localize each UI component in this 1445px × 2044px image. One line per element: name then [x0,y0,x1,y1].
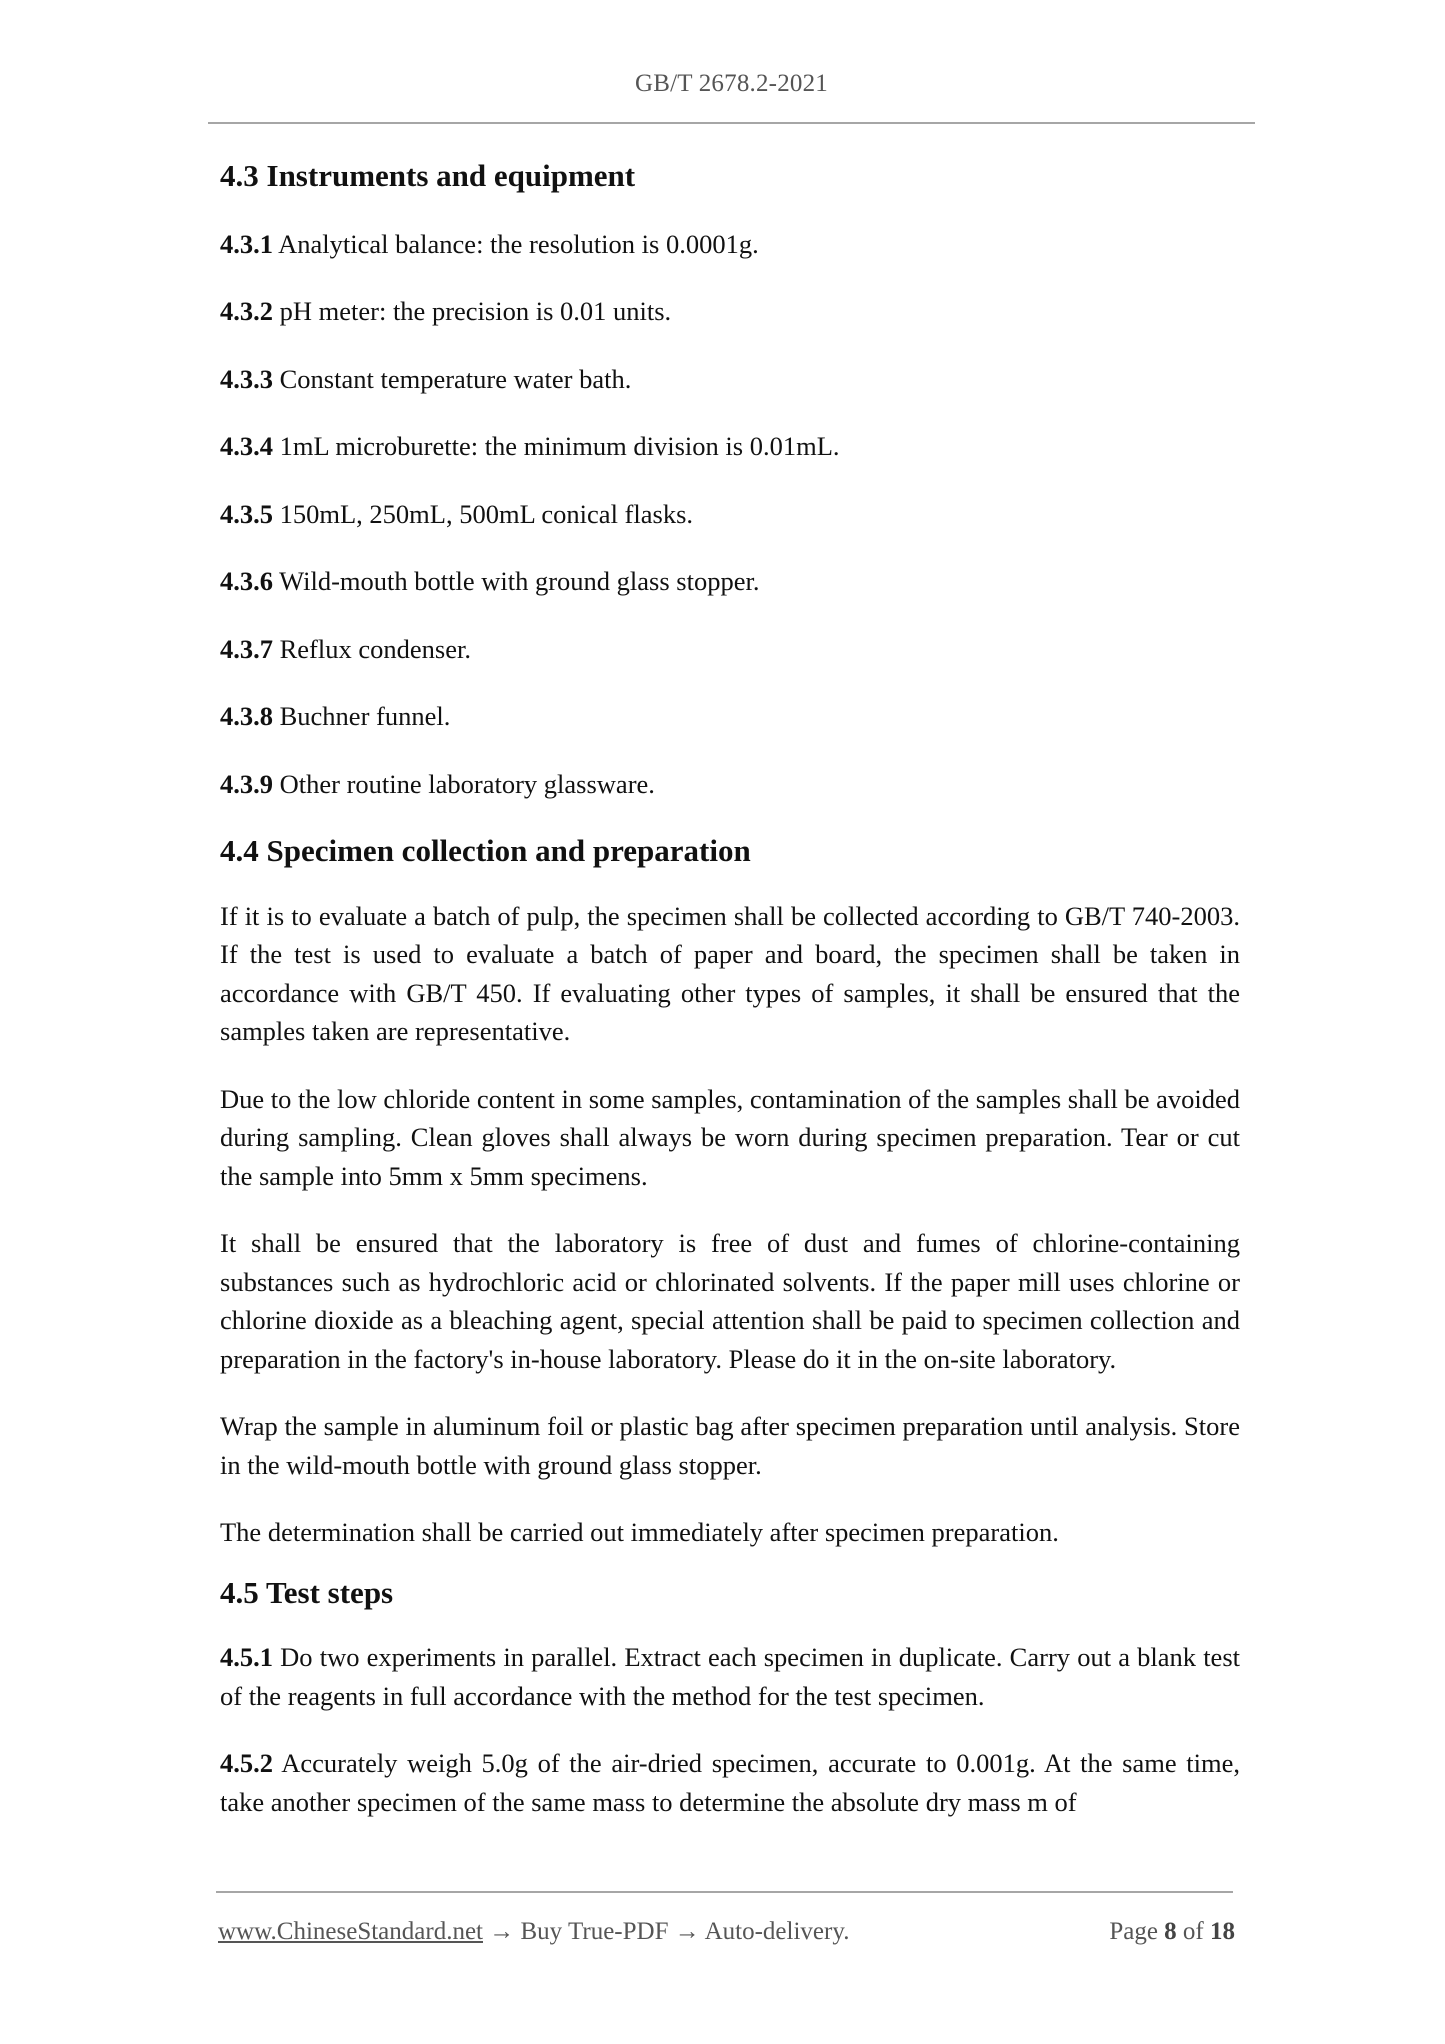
clause-number: 4.3.7 [220,633,273,664]
list-item-4-3-3 [220,353,1240,421]
footer-promo [218,1918,849,1946]
section-heading-4-4: 4.4 Specimen collection and preparation [220,833,751,868]
footer-divider [216,1891,1233,1893]
website-link[interactable]: www.ChineseStandard.net [218,1918,483,1945]
clause-text: pH meter: the precision is 0.01 units. [273,296,672,326]
page-current: 8 [1164,1918,1177,1945]
clause-number: 4.5.1 [220,1642,273,1672]
section-heading-4-5: 4.5 Test steps [220,1574,394,1610]
clause-text: Reflux condenser. [273,633,471,664]
page-header-standard-id: GB/T 2678.2-2021 [634,70,829,97]
clause-text: Do two experiments in parallel. Extract each specimen in duplicate. Carry out a blank test of the reagents in full accordance with the method for the test specimen. [220,1642,1240,1711]
arrow-right-icon: → [483,1918,521,1945]
list-item-4-3-7 [220,623,1240,691]
document-body [220,150,1240,1850]
clause-number: 4.3.3 [220,363,273,394]
clause-text: Wild-mouth bottle with ground glass stopper. [273,566,760,596]
clause-text: Accurately weigh 5.0g of the air-dried specimen, accurate to 0.001g. At the same time, take another specimen of the same mass to determine the absolute dry mass m of [220,1748,1240,1817]
clause-number: 4.3.8 [220,701,273,731]
clause-number: 4.3.5 [220,498,273,529]
paragraph-contamination: Due to the low chloride content in some samples, contamination of the samples shall be avoided during sampling. Clean gloves shall always be worn during specimen preparation. Tear or cut the sample into 5mm x 5mm specimens. [220,1083,1241,1191]
paragraph-laboratory-conditions: It shall be ensured that the laboratory is free of dust and fumes of chlorine-containing substances such as hydrochloric acid or chlorinated solvents. If the paper mill uses chlorine or chlorine dioxide as a bleaching agent, special attention shall be paid to specimen collection and preparation in the factory's in-house laboratory. Please do it in the on-site laboratory. [220,1228,1240,1374]
paragraph-determination-timing: The determination shall be carried out immediately after specimen preparation. [220,1517,1059,1547]
list-item-4-3-5 [220,488,1240,556]
list-item-4-3-6 [220,555,1240,623]
paragraph-storage: Wrap the sample in aluminum foil or plastic bag after specimen preparation until analysis. Store in the wild-mouth bottle with ground glass stopper. [220,1411,1240,1480]
clause-text: Analytical balance: the resolution is 0.0001g. [273,228,759,259]
section-heading-4-3: 4.3 Instruments and equipment [220,158,636,193]
clause-number: 4.3.1 [220,228,273,259]
list-item-4-3-9 [220,758,1240,826]
clause-text: 150mL, 250mL, 500mL conical flasks. [273,498,694,529]
clause-number: 4.3.2 [220,296,273,326]
header-divider [208,122,1255,124]
list-item-4-3-1 [220,218,1240,286]
clause-text: Other routine laboratory glassware. [273,768,655,799]
paragraph-4-5-1 [220,1638,1240,1715]
clause-text: Buchner funnel. [273,701,451,731]
list-item-4-3-2 [220,285,1240,353]
page-total: 18 [1210,1918,1235,1945]
page-of-label: of [1176,1918,1210,1945]
clause-text: Constant temperature water bath. [273,363,632,394]
clause-number: 4.3.4 [220,431,273,461]
paragraph-4-5-2 [220,1744,1240,1821]
page-number [1109,1918,1235,1946]
list-item-4-3-4 [220,420,1240,488]
paragraph-sampling: If it is to evaluate a batch of pulp, the specimen shall be collected according to GB/T 740-2003. If the test is used to evaluate a batch of paper and board, the specimen shall be taken in accordance with GB/T 450. If evaluating other types of samples, it shall be ensured that the samples taken are representative. [220,900,1240,1046]
arrow-right-icon: → [668,1918,705,1945]
buy-pdf-text: Buy True-PDF [520,1918,669,1945]
page-footer [218,1918,1235,1946]
list-item-4-3-8 [220,690,1240,758]
auto-delivery-text: Auto-delivery. [704,1918,850,1945]
clause-number: 4.3.9 [220,768,273,799]
clause-number: 4.3.6 [220,566,273,596]
page-label: Page [1109,1918,1165,1945]
clause-number: 4.5.2 [220,1748,273,1778]
clause-text: 1mL microburette: the minimum division is 0.01mL. [273,431,840,461]
